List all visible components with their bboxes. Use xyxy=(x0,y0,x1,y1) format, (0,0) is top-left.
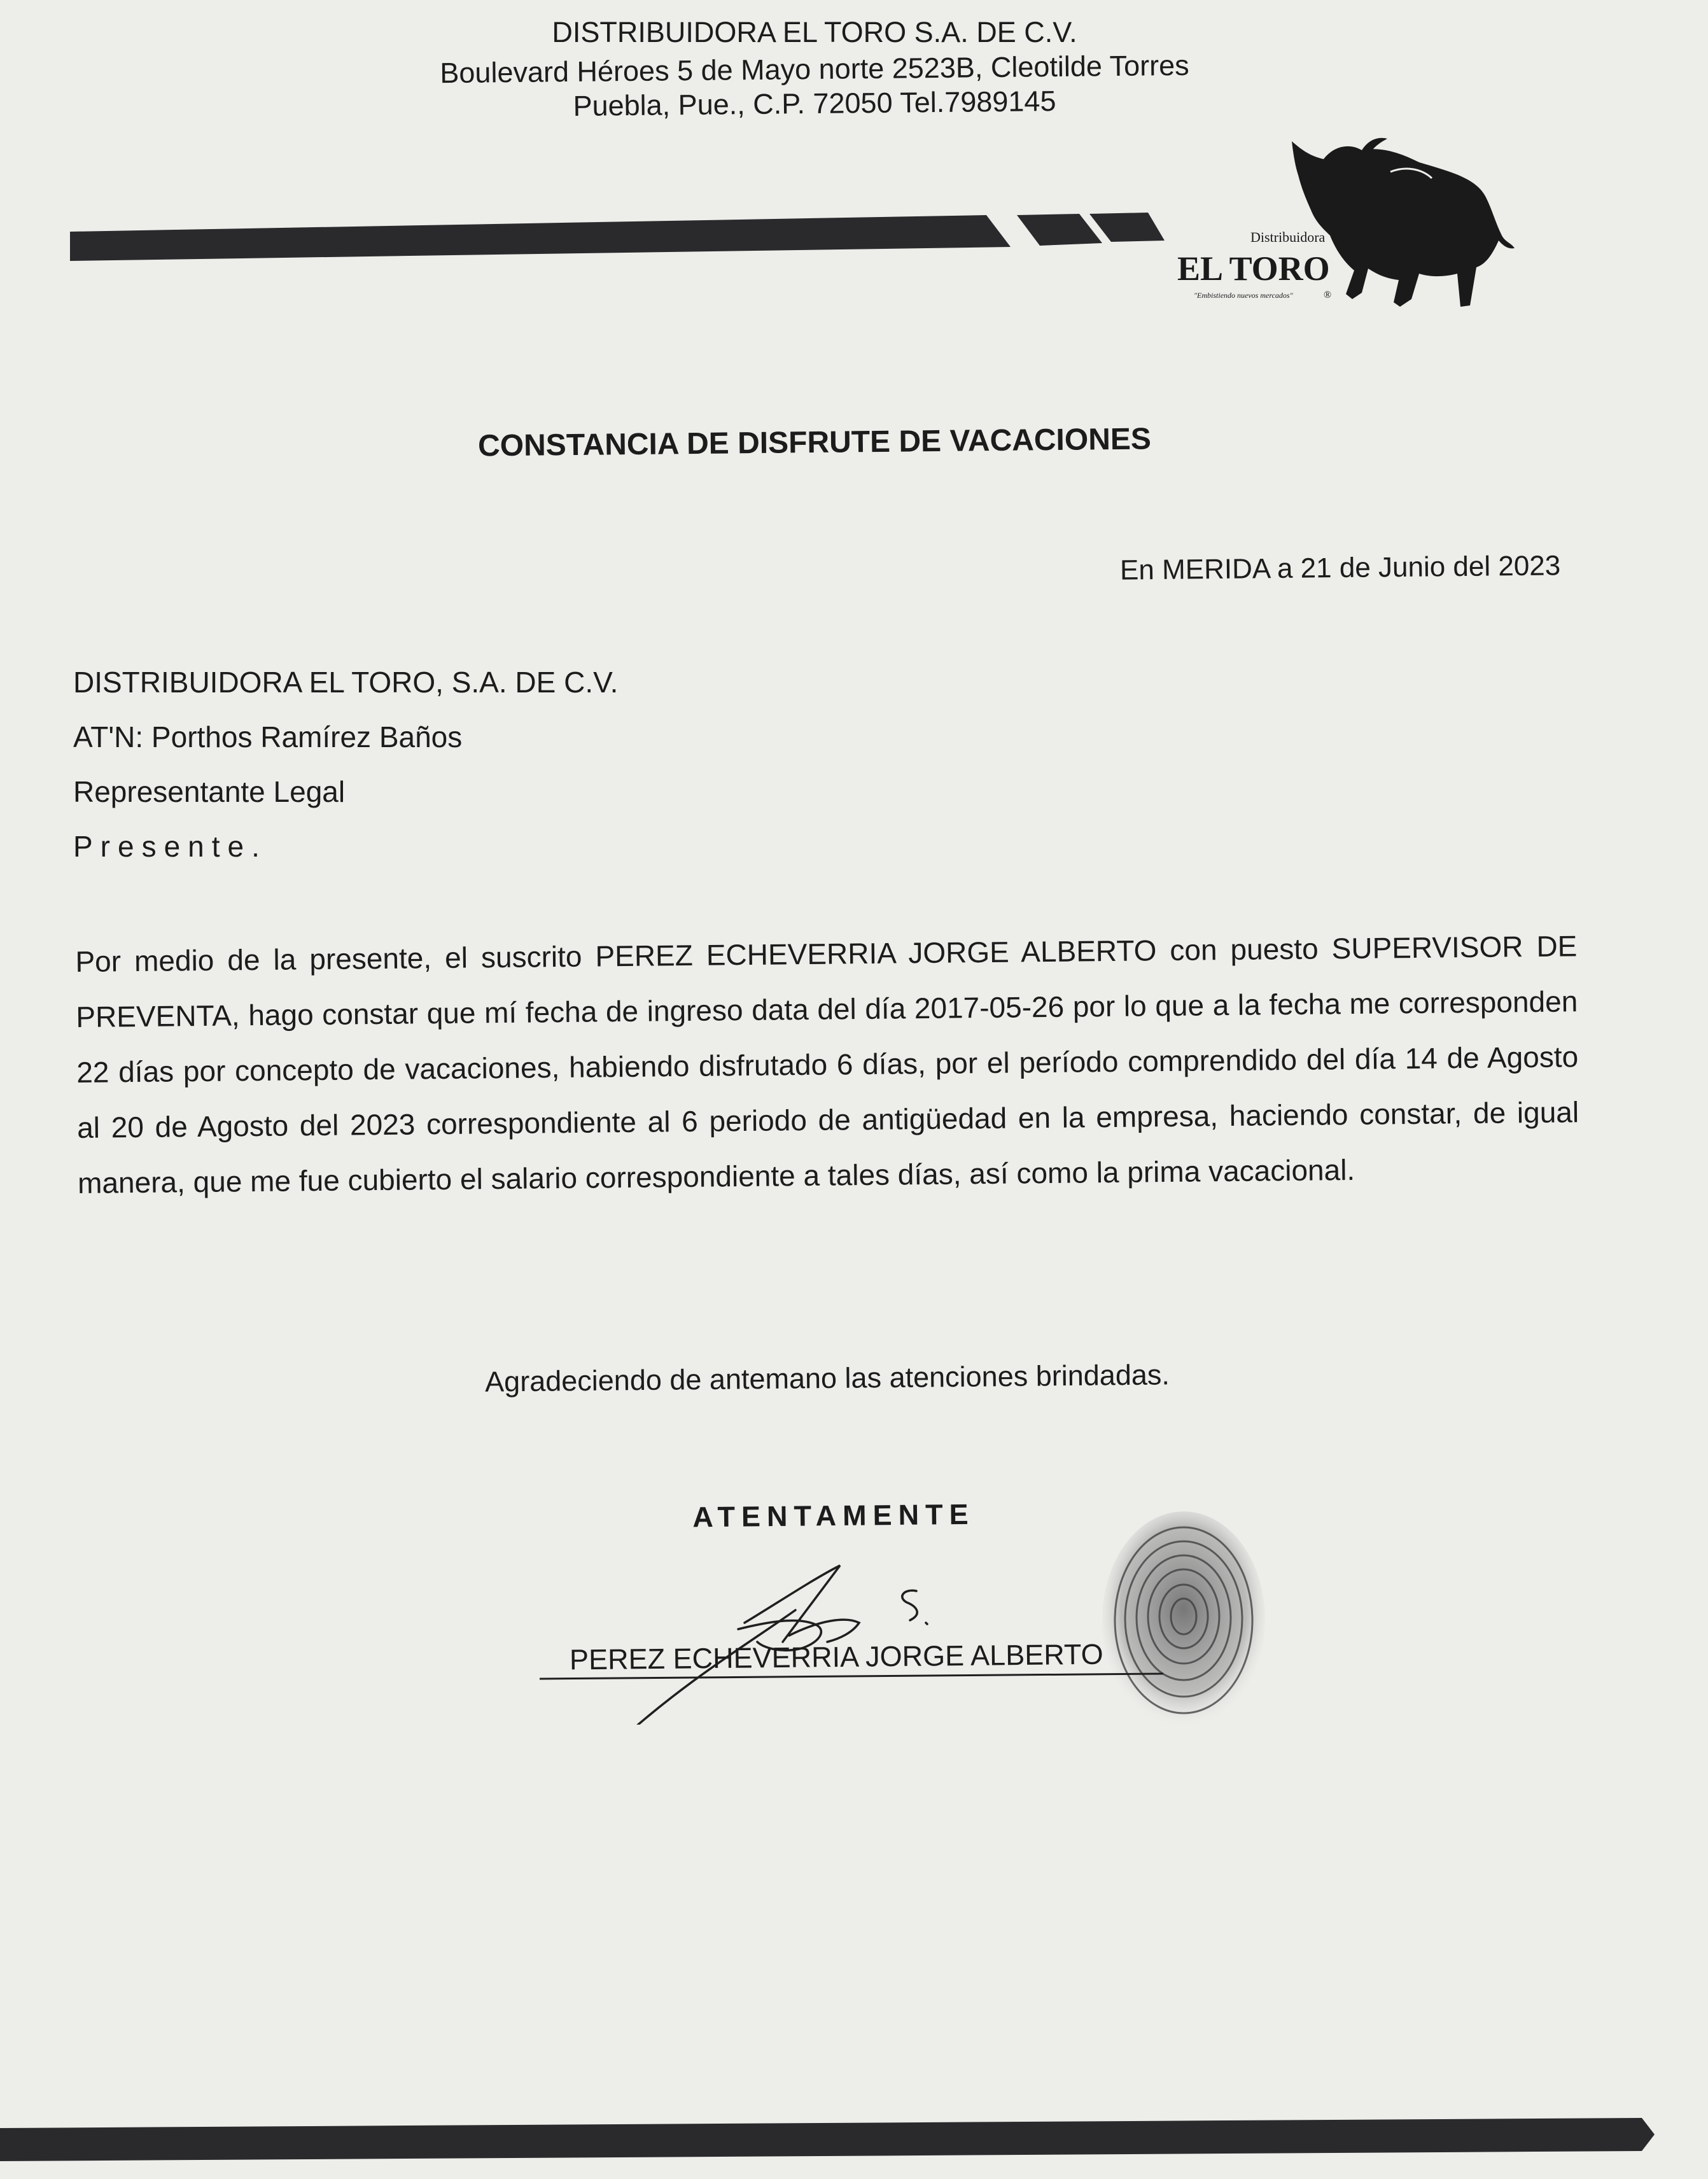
document-title: CONSTANCIA DE DISFRUTE DE VACACIONES xyxy=(477,422,1152,463)
handwritten-signature xyxy=(611,1553,993,1725)
signature-line xyxy=(540,1672,1163,1680)
header-decorative-band xyxy=(70,210,1165,267)
company-logo xyxy=(1171,127,1515,318)
date-line: En MERIDA a 21 de Junio del 2023 xyxy=(1119,550,1561,586)
header-address-line-2: Puebla, Pue., C.P. 72050 Tel.7989145 xyxy=(573,85,1056,122)
body-paragraph: Por medio de la presente, el suscrito PEREZ ECHEVERRIA JORGE ALBERTO con puesto SUPERVISOR DE PREVENTA, hago constar que mí fecha de ingreso data del día 2017-05-26 por lo que a la fecha me corresponden 22 días por concepto de vacaciones, habiendo disfrutado 6 días, por el período comprendido del día 14 de Agosto al 20 de Agosto del 2023 correspondiente al 6 periodo de antigüedad en la empresa, haciendo constar, de igual manera, que me fue cubierto el salario correspondiente a tales días, así como la prima vacacional. xyxy=(75,929,1579,1200)
logo-registered-mark: ® xyxy=(1324,290,1332,300)
closing-line: Agradeciendo de antemano las atenciones brindadas. xyxy=(484,1358,1170,1398)
logo-small-text: Distribuidora xyxy=(1250,229,1326,245)
addressee-company: DISTRIBUIDORA EL TORO, S.A. DE C.V. xyxy=(73,666,619,699)
addressee-attn: AT'N: Porthos Ramírez Baños xyxy=(73,720,463,753)
header-address-line-1: Boulevard Héroes 5 de Mayo norte 2523B, Cleotilde Torres xyxy=(440,48,1189,90)
addressee-presente: Presente. xyxy=(73,830,267,863)
logo-tagline: "Embistiendo nuevos mercados" xyxy=(1194,291,1293,300)
fingerprint-mark xyxy=(1095,1508,1273,1737)
logo-brand: EL TORO xyxy=(1177,249,1330,288)
footer-decorative-band xyxy=(0,2110,1708,2179)
addressee-role: Representante Legal xyxy=(73,775,346,808)
header-company-name: DISTRIBUIDORA EL TORO S.A. DE C.V. xyxy=(552,16,1077,48)
atentamente-heading: ATENTAMENTE xyxy=(692,1497,975,1534)
signer-name: PEREZ ECHEVERRIA JORGE ALBERTO xyxy=(569,1637,1103,1676)
